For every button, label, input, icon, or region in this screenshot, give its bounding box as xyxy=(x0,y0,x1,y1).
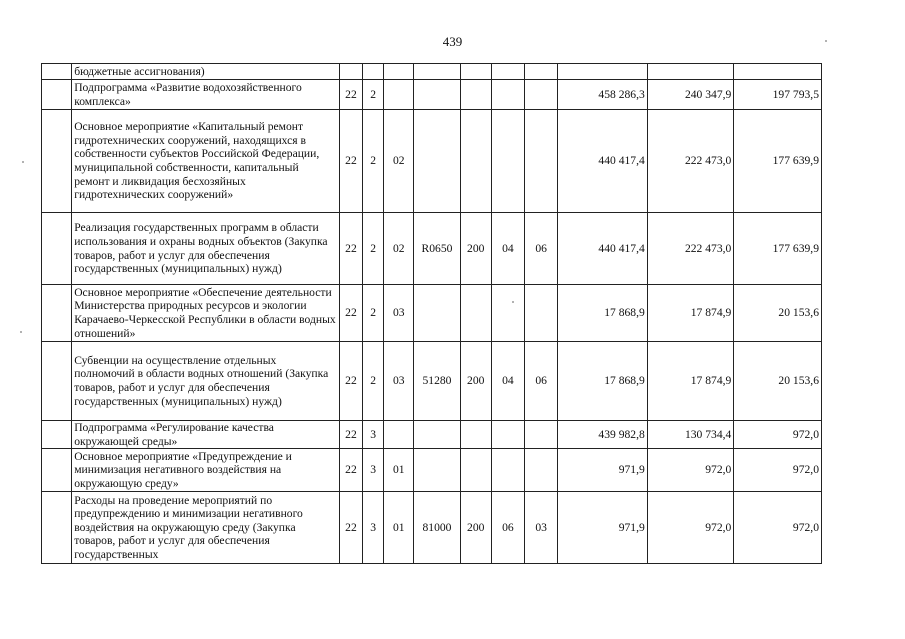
ministry-code: 22 xyxy=(339,421,362,449)
target-item-code xyxy=(414,421,460,449)
subprogram-code: 3 xyxy=(363,449,384,492)
scan-speck xyxy=(22,161,24,163)
table-body xyxy=(42,64,822,564)
section-code: 04 xyxy=(491,342,524,421)
row-name: Подпрограмма «Развитие водохозяйственного комплекса» xyxy=(72,80,340,110)
budget-table xyxy=(41,63,822,564)
section-code: 04 xyxy=(491,213,524,285)
row-index-cell xyxy=(42,449,72,492)
activity-code: 01 xyxy=(384,449,414,492)
table-row xyxy=(42,64,822,80)
section-code xyxy=(491,64,524,80)
section-code xyxy=(491,449,524,492)
row-name: Основное мероприятие «Капитальный ремонт гидротехнических сооружений, находящихся в собственности субъектов Российской Федерации, муниципальной собственности, капитальный ремонт и ликвидация бесхозяйных гидротехнических сооружений» xyxy=(72,110,340,213)
activity-code: 03 xyxy=(384,342,414,421)
subprogram-code: 2 xyxy=(363,285,384,342)
subsection-code xyxy=(525,110,558,213)
subsection-code: 06 xyxy=(525,342,558,421)
target-item-code xyxy=(414,110,460,213)
section-code: 06 xyxy=(491,492,524,564)
amount-year-2: 222 473,0 xyxy=(647,213,734,285)
table-row xyxy=(42,213,822,285)
subprogram-code: 2 xyxy=(363,110,384,213)
amount-year-1: 971,9 xyxy=(558,449,648,492)
activity-code xyxy=(384,80,414,110)
activity-code: 03 xyxy=(384,285,414,342)
target-item-code: 81000 xyxy=(414,492,460,564)
scan-speck xyxy=(20,331,22,333)
row-name: Основное мероприятие «Предупреждение и минимизация негативного воздействия на окружающую среду» xyxy=(72,449,340,492)
section-code xyxy=(491,110,524,213)
row-index-cell xyxy=(42,64,72,80)
ministry-code: 22 xyxy=(339,213,362,285)
subprogram-code: 3 xyxy=(363,421,384,449)
target-item-code xyxy=(414,285,460,342)
ministry-code xyxy=(339,64,362,80)
amount-year-3: 20 153,6 xyxy=(734,285,822,342)
row-index-cell xyxy=(42,285,72,342)
expense-type-code xyxy=(460,421,491,449)
subsection-code xyxy=(525,285,558,342)
ministry-code: 22 xyxy=(339,449,362,492)
table-row xyxy=(42,342,822,421)
amount-year-1 xyxy=(558,64,648,80)
amount-year-1: 17 868,9 xyxy=(558,342,648,421)
table-row xyxy=(42,492,822,564)
target-item-code: 51280 xyxy=(414,342,460,421)
scan-speck xyxy=(512,301,514,303)
subprogram-code: 2 xyxy=(363,80,384,110)
target-item-code xyxy=(414,64,460,80)
amount-year-2: 130 734,4 xyxy=(647,421,734,449)
amount-year-1: 439 982,8 xyxy=(558,421,648,449)
ministry-code: 22 xyxy=(339,80,362,110)
amount-year-2: 17 874,9 xyxy=(647,342,734,421)
table-row xyxy=(42,110,822,213)
subsection-code xyxy=(525,449,558,492)
amount-year-3 xyxy=(734,64,822,80)
subsection-code xyxy=(525,64,558,80)
expense-type-code xyxy=(460,285,491,342)
ministry-code: 22 xyxy=(339,285,362,342)
table-row xyxy=(42,80,822,110)
amount-year-2: 17 874,9 xyxy=(647,285,734,342)
ministry-code: 22 xyxy=(339,342,362,421)
target-item-code: R0650 xyxy=(414,213,460,285)
row-name: Субвенции на осуществление отдельных полномочий в области водных отношений (Закупка товаров, работ и услуг для обеспечения государственных (муниципальных) нужд) xyxy=(72,342,340,421)
amount-year-3: 972,0 xyxy=(734,492,822,564)
activity-code xyxy=(384,64,414,80)
amount-year-3: 972,0 xyxy=(734,449,822,492)
row-index-cell xyxy=(42,421,72,449)
amount-year-2: 240 347,9 xyxy=(647,80,734,110)
expense-type-code xyxy=(460,64,491,80)
amount-year-3: 177 639,9 xyxy=(734,110,822,213)
table-row xyxy=(42,449,822,492)
expense-type-code: 200 xyxy=(460,342,491,421)
row-index-cell xyxy=(42,80,72,110)
subsection-code: 03 xyxy=(525,492,558,564)
target-item-code xyxy=(414,449,460,492)
subsection-code: 06 xyxy=(525,213,558,285)
page-number: 439 xyxy=(442,34,463,49)
row-name: Основное мероприятие «Обеспечение деятельности Министерства природных ресурсов и экологии Карачаево-Черкесской Республики в области водных отношений» xyxy=(72,285,340,342)
amount-year-3: 177 639,9 xyxy=(734,213,822,285)
row-name: бюджетные ассигнования) xyxy=(72,64,340,80)
amount-year-3: 972,0 xyxy=(734,421,822,449)
activity-code: 02 xyxy=(384,213,414,285)
amount-year-3: 20 153,6 xyxy=(734,342,822,421)
section-code xyxy=(491,80,524,110)
amount-year-2: 972,0 xyxy=(647,449,734,492)
subprogram-code: 2 xyxy=(363,342,384,421)
table-row xyxy=(42,285,822,342)
section-code xyxy=(491,285,524,342)
row-name: Реализация государственных программ в области использования и охраны водных объектов (Закупка товаров, работ и услуг для обеспечения государственных (муниципальных) нужд) xyxy=(72,213,340,285)
amount-year-1: 440 417,4 xyxy=(558,213,648,285)
expense-type-code xyxy=(460,80,491,110)
table-row xyxy=(42,421,822,449)
row-index-cell xyxy=(42,110,72,213)
expense-type-code xyxy=(460,110,491,213)
ministry-code: 22 xyxy=(339,492,362,564)
subprogram-code: 2 xyxy=(363,213,384,285)
row-name: Подпрограмма «Регулирование качества окружающей среды» xyxy=(72,421,340,449)
expense-type-code xyxy=(460,449,491,492)
amount-year-1: 971,9 xyxy=(558,492,648,564)
expense-type-code: 200 xyxy=(460,492,491,564)
row-index-cell xyxy=(42,213,72,285)
amount-year-2: 222 473,0 xyxy=(647,110,734,213)
expense-type-code: 200 xyxy=(460,213,491,285)
row-index-cell xyxy=(42,342,72,421)
subprogram-code: 3 xyxy=(363,492,384,564)
activity-code xyxy=(384,421,414,449)
amount-year-1: 440 417,4 xyxy=(558,110,648,213)
row-index-cell xyxy=(42,492,72,564)
ministry-code: 22 xyxy=(339,110,362,213)
activity-code: 01 xyxy=(384,492,414,564)
amount-year-1: 17 868,9 xyxy=(558,285,648,342)
amount-year-2: 972,0 xyxy=(647,492,734,564)
section-code xyxy=(491,421,524,449)
subprogram-code xyxy=(363,64,384,80)
target-item-code xyxy=(414,80,460,110)
subsection-code xyxy=(525,80,558,110)
amount-year-1: 458 286,3 xyxy=(558,80,648,110)
row-name: Расходы на проведение мероприятий по предупреждению и минимизации негативного воздействия на окружающую среду (Закупка товаров, работ и услуг для обеспечения государственных xyxy=(72,492,340,564)
subsection-code xyxy=(525,421,558,449)
scan-speck xyxy=(825,40,827,42)
amount-year-3: 197 793,5 xyxy=(734,80,822,110)
activity-code: 02 xyxy=(384,110,414,213)
amount-year-2 xyxy=(647,64,734,80)
